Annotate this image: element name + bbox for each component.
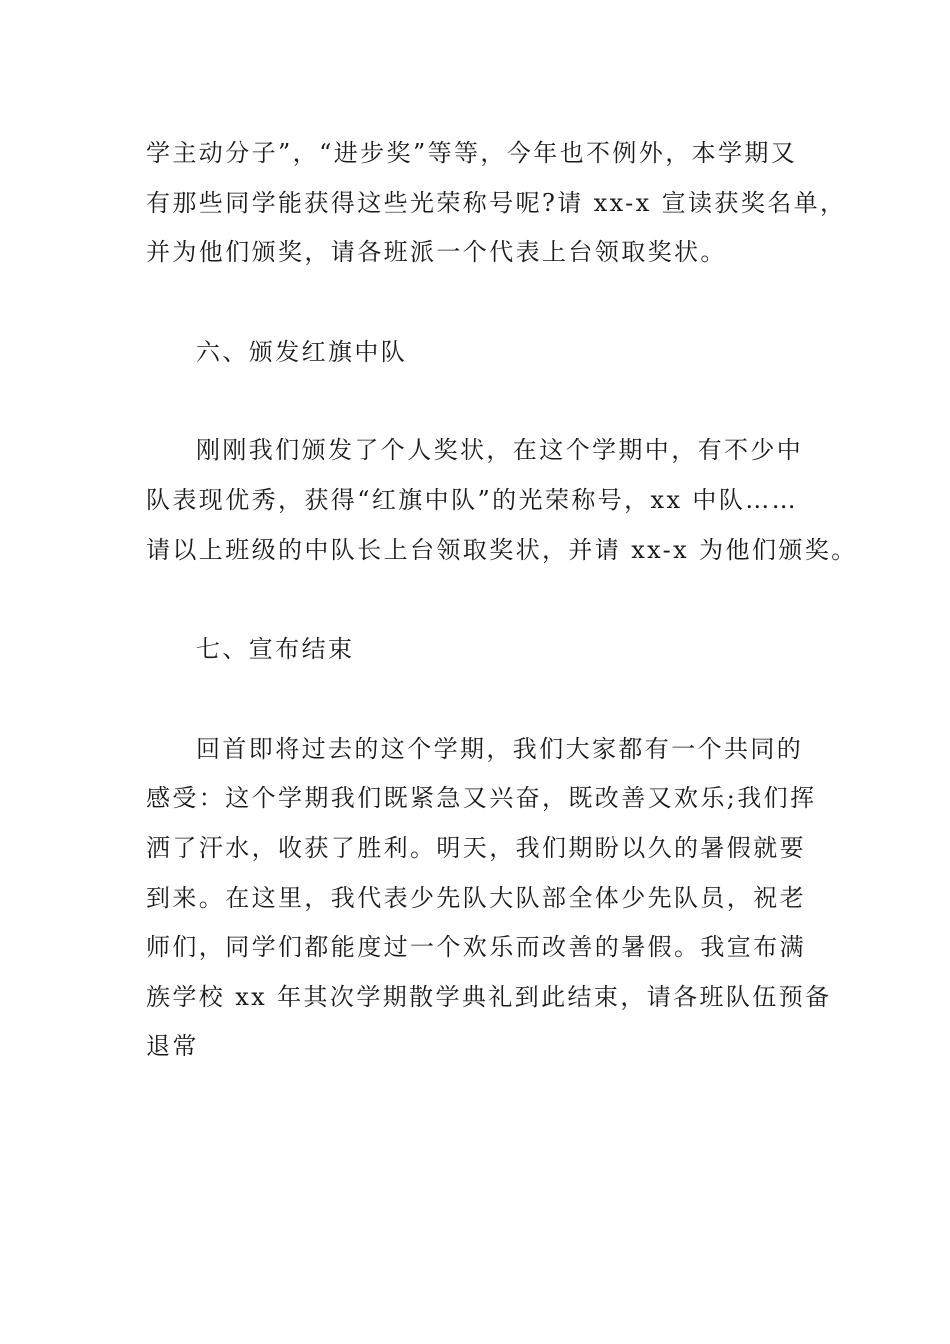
section-heading-6: 六、颁发红旗中队 xyxy=(196,338,408,366)
text-line: 洒了汗水，收获了胜利。明天，我们期盼以久的暑假就要 xyxy=(146,834,806,862)
text-line: 退常 xyxy=(146,1032,199,1060)
text-line: 学主动分子”，“进步奖”等等，今年也不例外，本学期又 xyxy=(146,139,798,167)
text-line: 有那些同学能获得这些光荣称号呢?请 xx-x 宣读获奖名单， xyxy=(146,189,847,217)
text-line: 师们，同学们都能度过一个欢乐而改善的暑假。我宣布满 xyxy=(146,933,806,961)
text-line: 族学校 xx 年其次学期散学典礼到此结束，请各班队伍预备 xyxy=(146,983,832,1011)
text-line: 请以上班级的中队长上台领取奖状，并请 xx-x 为他们颁奖。 xyxy=(146,536,858,564)
section-heading-7: 七、宣布结束 xyxy=(196,635,355,663)
text-line: 刚刚我们颁发了个人奖状，在这个学期中，有不少中 xyxy=(196,436,804,464)
text-line: 并为他们颁奖，请各班派一个代表上台领取奖状。 xyxy=(146,238,727,266)
text-line: 回首即将过去的这个学期，我们大家都有一个共同的 xyxy=(196,735,804,763)
text-line: 到来。在这里，我代表少先队大队部全体少先队员，祝老 xyxy=(146,884,806,912)
text-line: 感受：这个学期我们既紧急又兴奋，既改善又欢乐;我们挥 xyxy=(146,784,817,812)
text-line: 队表现优秀，获得“红旗中队”的光荣称号，xx 中队…… xyxy=(146,486,799,514)
